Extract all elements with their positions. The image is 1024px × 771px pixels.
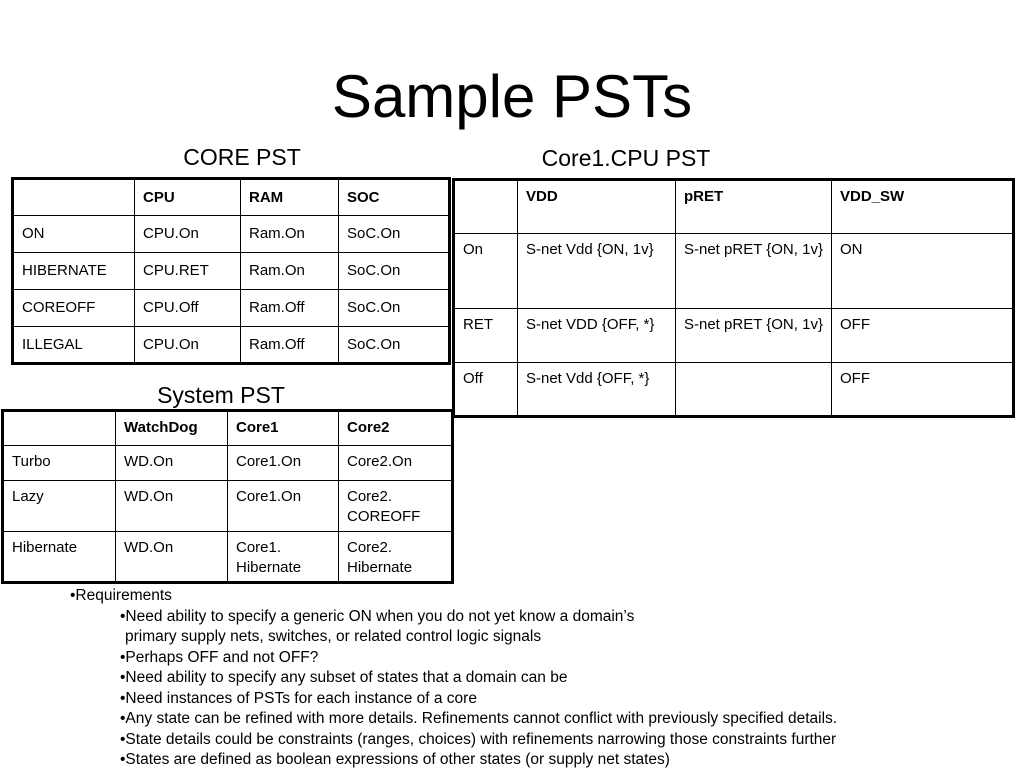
table-cell: OFF: [832, 309, 1014, 363]
table-cell: Ram.Off: [241, 327, 339, 364]
requirement-item: •Need ability to specify any subset of states that a domain can be: [120, 669, 568, 686]
table-cell: WD.On: [116, 532, 228, 583]
requirement-item: •Any state can be refined with more details. Refinements cannot conflict with previously specified details.: [120, 710, 838, 727]
column-header: Core1: [228, 411, 339, 446]
table-row: [454, 363, 1014, 417]
cpu-pst-table: [452, 178, 1015, 418]
row-label: On: [454, 234, 518, 309]
column-header: RAM: [241, 179, 339, 216]
row-label: ILLEGAL: [13, 327, 135, 364]
requirement-item: •States are defined as boolean expressions of other states (or supply net states): [120, 751, 670, 768]
table-cell: OFF: [832, 363, 1014, 417]
table-cell: S-net Vdd {ON, 1v}: [518, 234, 676, 309]
row-label: Lazy: [3, 481, 116, 532]
core-pst-caption: CORE PST: [183, 144, 301, 170]
table-cell: Core2. Hibernate: [339, 532, 453, 583]
table-header-row: [3, 411, 453, 446]
requirement-item: •Need ability to specify a generic ON when you do not yet know a domain’s: [120, 607, 635, 625]
table-row: [454, 234, 1014, 309]
table-header-row: [13, 179, 450, 216]
table-cell: S-net Vdd {OFF, *}: [518, 363, 676, 417]
table-row: [3, 446, 453, 481]
table-cell: WD.On: [116, 481, 228, 532]
table-cell: CPU.On: [135, 216, 241, 253]
row-label: COREOFF: [13, 290, 135, 327]
table-row: [13, 290, 450, 327]
table-cell: SoC.On: [339, 327, 450, 364]
table-cell: Ram.On: [241, 216, 339, 253]
table-cell: Core2.On: [339, 446, 453, 481]
table-row: [3, 481, 453, 532]
row-label: Off: [454, 363, 518, 417]
row-label: ON: [13, 216, 135, 253]
column-header: VDD_SW: [832, 180, 1014, 234]
table-cell: Core1. Hibernate: [228, 532, 339, 583]
system-pst-caption: System PST: [157, 382, 285, 408]
table-cell: CPU.Off: [135, 290, 241, 327]
table-cell: Ram.On: [241, 253, 339, 290]
table-cell: WD.On: [116, 446, 228, 481]
table-cell: Core1.On: [228, 481, 339, 532]
slide-title: Sample PSTs: [331, 63, 693, 130]
table-cell: SoC.On: [339, 290, 450, 327]
table-row: [13, 327, 450, 364]
table-cell: SoC.On: [339, 216, 450, 253]
table-cell: Core2. COREOFF: [339, 481, 453, 532]
requirements-heading: •Requirements: [70, 587, 172, 604]
requirement-item: primary supply nets, switches, or related control logic signals: [125, 628, 542, 645]
row-label: Turbo: [3, 446, 116, 481]
table-cell: CPU.On: [135, 327, 241, 364]
table-row: [3, 532, 453, 583]
column-header: [13, 179, 135, 216]
cpu-pst-caption: Core1.CPU PST: [541, 145, 711, 171]
table-cell: [676, 363, 832, 417]
column-header: CPU: [135, 179, 241, 216]
table-cell: CPU.RET: [135, 253, 241, 290]
requirement-item: •Perhaps OFF and not OFF?: [120, 648, 319, 666]
column-header: WatchDog: [116, 411, 228, 446]
requirement-item: •State details could be constraints (ranges, choices) with refinements narrowing those constraints further: [120, 730, 837, 748]
column-header: [3, 411, 116, 446]
table-cell: Ram.Off: [241, 290, 339, 327]
table-row: [454, 309, 1014, 363]
column-header: VDD: [518, 180, 676, 234]
column-header: pRET: [676, 180, 832, 234]
table-cell: S-net pRET {ON, 1v}: [676, 234, 832, 309]
table-header-row: [454, 180, 1014, 234]
table-cell: Core1.On: [228, 446, 339, 481]
column-header: SOC: [339, 179, 450, 216]
column-header: [454, 180, 518, 234]
table-cell: S-net VDD {OFF, *}: [518, 309, 676, 363]
column-header: Core2: [339, 411, 453, 446]
requirement-item: •Need instances of PSTs for each instance of a core: [120, 689, 477, 707]
core-pst-table: [11, 177, 451, 365]
row-label: RET: [454, 309, 518, 363]
system-pst-table: [1, 409, 454, 584]
table-cell: S-net pRET {ON, 1v}: [676, 309, 832, 363]
table-cell: ON: [832, 234, 1014, 309]
table-cell: SoC.On: [339, 253, 450, 290]
requirements-list: [70, 586, 1010, 771]
row-label: HIBERNATE: [13, 253, 135, 290]
table-row: [13, 253, 450, 290]
row-label: Hibernate: [3, 532, 116, 583]
table-row: [13, 216, 450, 253]
